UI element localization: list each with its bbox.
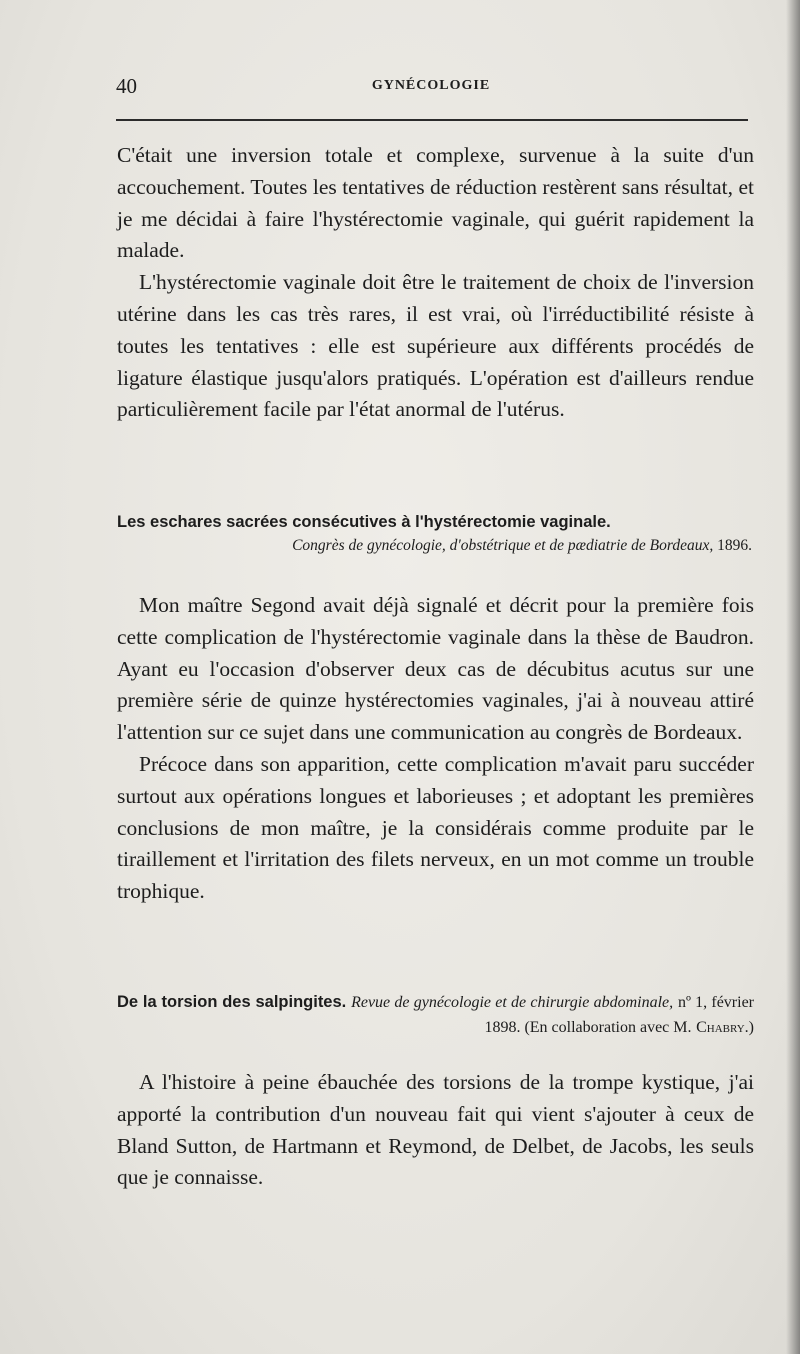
paragraph: L'hystérectomie vaginale doit être le traitement de choix de l'inversion utérine dans les cas très rares, il est vrai, où l'irréductibilité résiste à toutes les tentatives : elle est supérieure aux différents procédés de ligature élastique jusqu'alors pratiqués. L'opération est d'ailleurs rendue particulièrement facile par l'état anormal de l'utérus. [117,270,754,422]
header-rule [116,119,748,121]
citation-year: 1896. [717,537,752,554]
citation-source: Revue de gynécologie et de chirurgie abdominale, [351,994,674,1011]
paragraph: Mon maître Segond avait déjà signalé et décrit pour la première fois cette complication de l'hystérectomie vaginale dans la thèse de Baudron. Ayant eu l'occasion d'observer deux cas de décubitus acutus sur une première série de quinze hystérectomies vaginales, j'ai à nouveau attiré l'attention sur ce sujet dans une communication au congrès de Bordeaux. [117,593,754,745]
article-body-torsion [117,1067,754,1194]
article-heading-eschares [117,510,754,558]
citation-closing: .) [744,1019,754,1036]
article-title: Les eschares sacrées consécutives à l'hystérectomie vaginale. [117,513,611,531]
page-edge-shadow [786,0,800,1354]
collaborator-name: Chabry [696,1019,745,1036]
page-header [116,74,746,102]
paragraph: Précoce dans son apparition, cette complication m'avait paru succéder surtout aux opérations longues et laborieuses ; et adoptant les premières conclusions de mon maître, je la considérais comme produite par le tiraillement et l'irritation des filets nerveux, en un mot comme un trouble trophique. [117,751,754,904]
article-title: De la torsion des salpingites. [117,993,347,1011]
citation-details: nº 1, février 1898. (En collaboration avec M. [484,994,754,1036]
page-number: 40 [116,74,137,98]
article-citation [117,534,754,558]
running-head: GYNÉCOLOGIE [371,78,491,93]
article-body-eschares [117,590,754,908]
citation-source: Congrès de gynécologie, d'obstétrique et de pædiatrie de Bordeaux, [292,537,714,554]
article-heading-torsion [117,990,754,1040]
paragraph: C'était une inversion totale et complexe, survenue à la suite d'un accouchement. Toutes les tentatives de réduction restèrent sans résultat, et je me décidai à faire l'hystérectomie vaginale, qui guérit rapidement la malade. [117,143,754,263]
paragraph: A l'histoire à peine ébauchée des torsions de la trompe kystique, j'ai apporté la contribution d'un nouveau fait qui vient s'ajouter à ceux de Bland Sutton, de Hartmann et Reymond, de Delbet, de Jacobs, les seuls que je connaisse. [117,1070,754,1190]
opening-text [117,140,754,426]
